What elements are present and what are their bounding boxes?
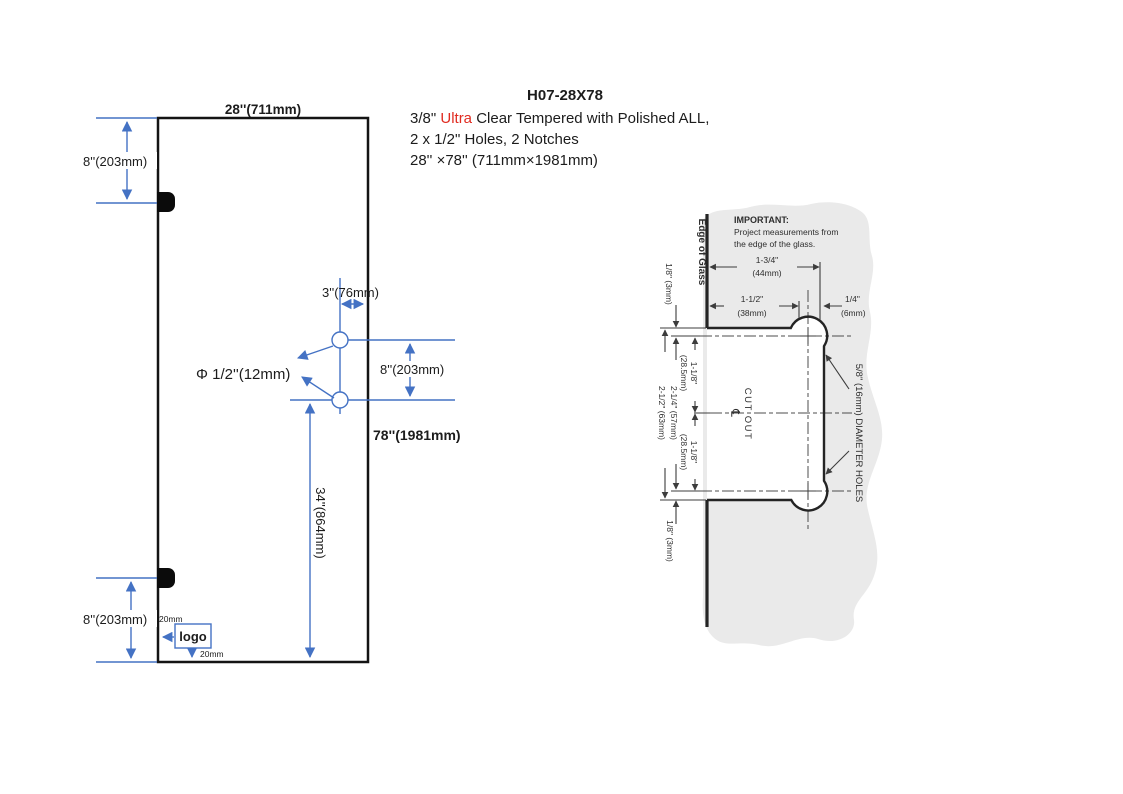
door-drawing	[79, 102, 461, 662]
hinge-cutout-detail	[657, 202, 882, 646]
spec-ultra-highlight: Ultra	[440, 110, 473, 127]
hole-edge-offset-label: 3''(76mm)	[322, 285, 379, 300]
dim-6-mm: (6mm)	[841, 308, 866, 318]
important-title: IMPORTANT:	[734, 215, 789, 225]
dim-28-lower-mm: (28.5mm)	[679, 433, 689, 471]
dim-44-value: 1-3/4"	[755, 255, 779, 265]
logo-label: logo	[179, 629, 207, 644]
cutout-label: CUT OUT	[742, 387, 753, 441]
hole-spacing-label: 8''(203mm)	[380, 362, 445, 377]
top-handle-hole	[332, 332, 348, 348]
dim-44-mm: (44mm)	[752, 268, 782, 278]
spec-line-2: 2 x 1/2" Holes, 2 Notches	[410, 131, 579, 148]
drawing-title: H07-28X78	[527, 87, 603, 104]
hole-height-label: 34''(864mm)	[313, 487, 328, 559]
spec-thickness: 3/8"	[410, 110, 441, 127]
dim-3-bottom-label: 1/8" (3mm)	[665, 520, 675, 562]
logo-bottom-offset-label: 20mm	[200, 649, 224, 659]
logo-left-offset-label: 20mm	[159, 614, 183, 624]
dim-28-lower-value: 1-1/8"	[689, 440, 699, 464]
top-hinge-notch	[157, 192, 175, 212]
dim-28-upper-mm: (28.5mm)	[679, 354, 689, 392]
dim-28-upper-label	[679, 355, 699, 392]
glass-door-outline	[158, 118, 368, 662]
important-line-2: the edge of the glass.	[734, 239, 816, 249]
hole-diameter-label: Φ 1/2''(12mm)	[196, 366, 291, 383]
dim-63-label: 2-1/2" (63mm)	[657, 385, 667, 441]
spec-glass-type: Clear Tempered with Polished ALL,	[472, 110, 710, 127]
bottom-notch-offset-label: 8''(203mm)	[83, 612, 148, 627]
dim-28-upper-value: 1-1/8"	[689, 361, 699, 385]
bottom-hinge-notch	[157, 568, 175, 588]
dim-57-label: 2-1/4" (57mm)	[669, 385, 679, 441]
dim-6-value: 1/4"	[845, 294, 860, 304]
top-notch-offset-label: 8''(203mm)	[83, 154, 148, 169]
door-height-label: 78''(1981mm)	[373, 427, 461, 443]
door-width-label: 28''(711mm)	[224, 102, 302, 117]
bottom-handle-hole	[332, 392, 348, 408]
dim-38-mm: (38mm)	[737, 308, 767, 318]
cutout-area	[707, 317, 827, 511]
centerline-symbol: ℄	[728, 409, 742, 417]
dim-38-value: 1-1/2"	[740, 294, 764, 304]
spec-line-3: 28'' ×78'' (711mm×1981mm)	[410, 152, 598, 169]
dim-3-top-label: 1/8" (3mm)	[664, 263, 674, 305]
edge-of-glass-label: Edge of Glass	[696, 218, 707, 286]
dim-28-lower-label	[679, 434, 699, 471]
important-line-1: Project measurements from	[734, 227, 839, 237]
diameter-holes-label: 5/8" (16mm) DIAMETER HOLES	[853, 363, 864, 503]
